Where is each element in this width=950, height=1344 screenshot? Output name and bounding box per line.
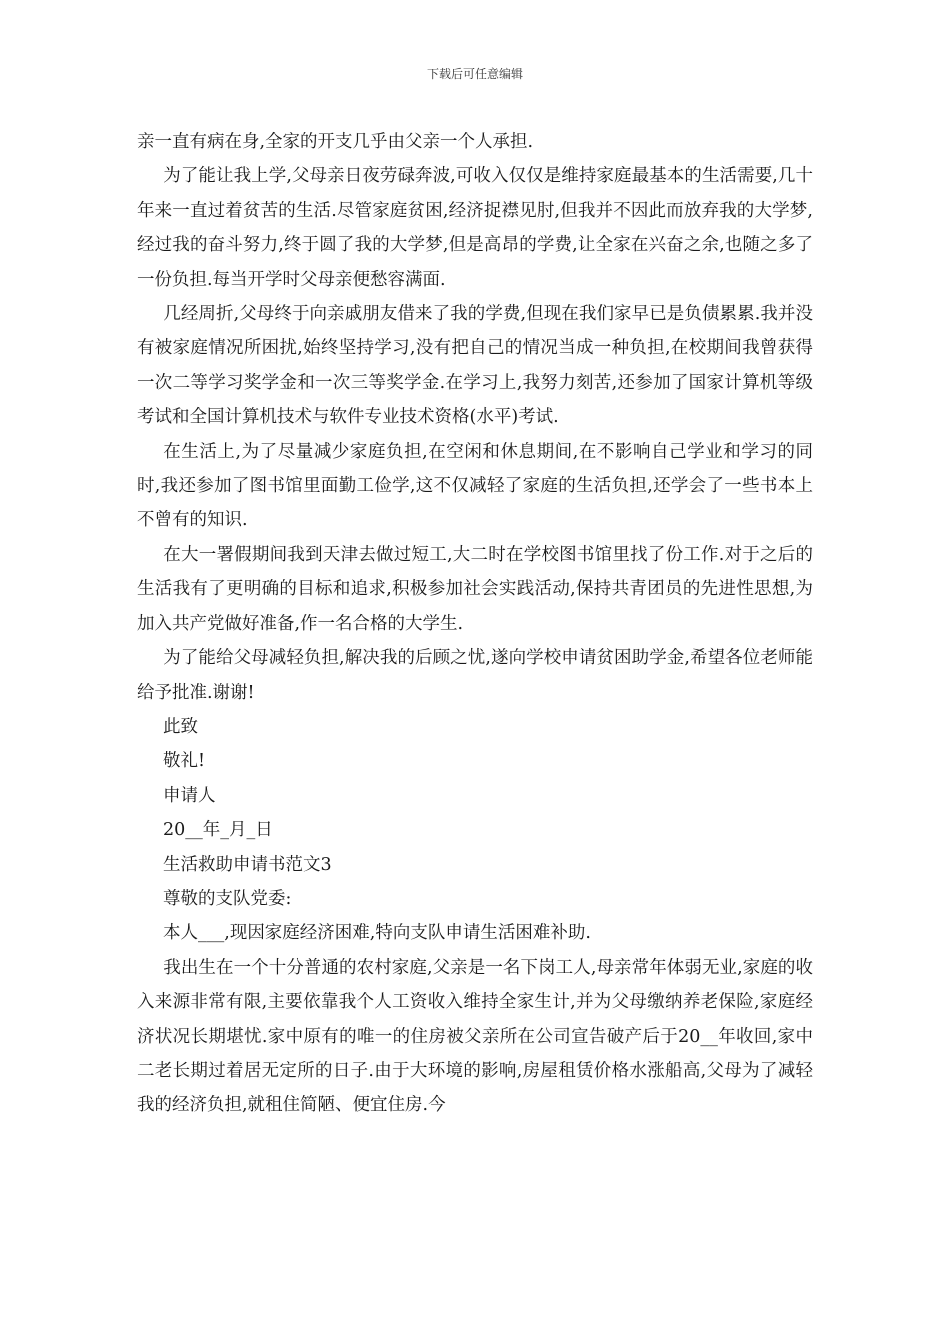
closing-salutation: 此致: [163, 716, 198, 737]
paragraph: 在生活上,为了尽量减少家庭负担,在空闲和休息期间,在不影响自己学业和学习的同时,我还参加了图书馆里面勤工俭学,这不仅减轻了家庭的生活负担,还学会了一些书本上不曾有的知识.: [137, 441, 813, 531]
paragraph: 我出生在一个十分普通的农村家庭,父亲是一名下岗工人,母亲常年体弱无业,家庭的收入来源非常有限,主要依靠我个人工资收入维持全家生计,并为父母缴纳养老保险,家庭经济状况长期堪忧.家中原有的唯一的住房被父亲所在公司宣告破产后于20__年收回,家中二老长期过着居无定所的日子.由于大环境的影响,房屋租赁价格水涨船高,父母为了减轻我的经济负担,就租住简陋、便宜住房.今: [137, 957, 813, 1116]
paragraph: 在大一署假期间我到天津去做过短工,大二时在学校图书馆里找了份工作.对于之后的生活我有了更明确的目标和追求,积极参加社会实践活动,保持共青团员的先进性思想,为加入共产党做好准备,作一名合格的大学生.: [137, 544, 813, 634]
applicant-label: 申请人: [163, 785, 216, 806]
document-body: [137, 125, 813, 1123]
section-title: 生活救助申请书范文3: [163, 854, 332, 875]
intro-line: 本人___,现因家庭经济困难,特向支队申请生活困难补助.: [163, 923, 591, 944]
paragraph-continuation: 亲一直有病在身,全家的开支几乎由父亲一个人承担.: [137, 132, 534, 152]
date-line: 20__年_月_日: [163, 820, 273, 841]
letter-greeting: 尊敬的支队党委:: [163, 888, 292, 909]
paragraph: 为了能让我上学,父母亲日夜劳碌奔波,可收入仅仅是维持家庭最基本的生活需要,几十年来一直过着贫苦的生活.尽管家庭贫困,经济捉襟见肘,但我并不因此而放弃我的大学梦,经过我的奋斗努力,终于圆了我的大学梦,但是高昂的学费,让全家在兴奋之余,也随之多了一份负担.每当开学时父母亲便愁容满面.: [137, 166, 813, 290]
page-header-note: 下载后可任意编辑: [426, 67, 523, 81]
closing-respect: 敬礼!: [163, 751, 206, 772]
paragraph: 为了能给父母减轻负担,解决我的后顾之忧,遂向学校申请贫困助学金,希望各位老师能给予批准.谢谢!: [137, 648, 813, 703]
paragraph: 几经周折,父母终于向亲戚朋友借来了我的学费,但现在我们家早已是负债累累.我并没有被家庭情况所困扰,始终坚持学习,没有把自己的情况当成一种负担,在校期间我曾获得一次二等学习奖学金和一次三等奖学金.在学习上,我努力刻苦,还参加了国家计算机等级考试和全国计算机技术与软件专业技术资格(水平)考试.: [137, 304, 813, 428]
